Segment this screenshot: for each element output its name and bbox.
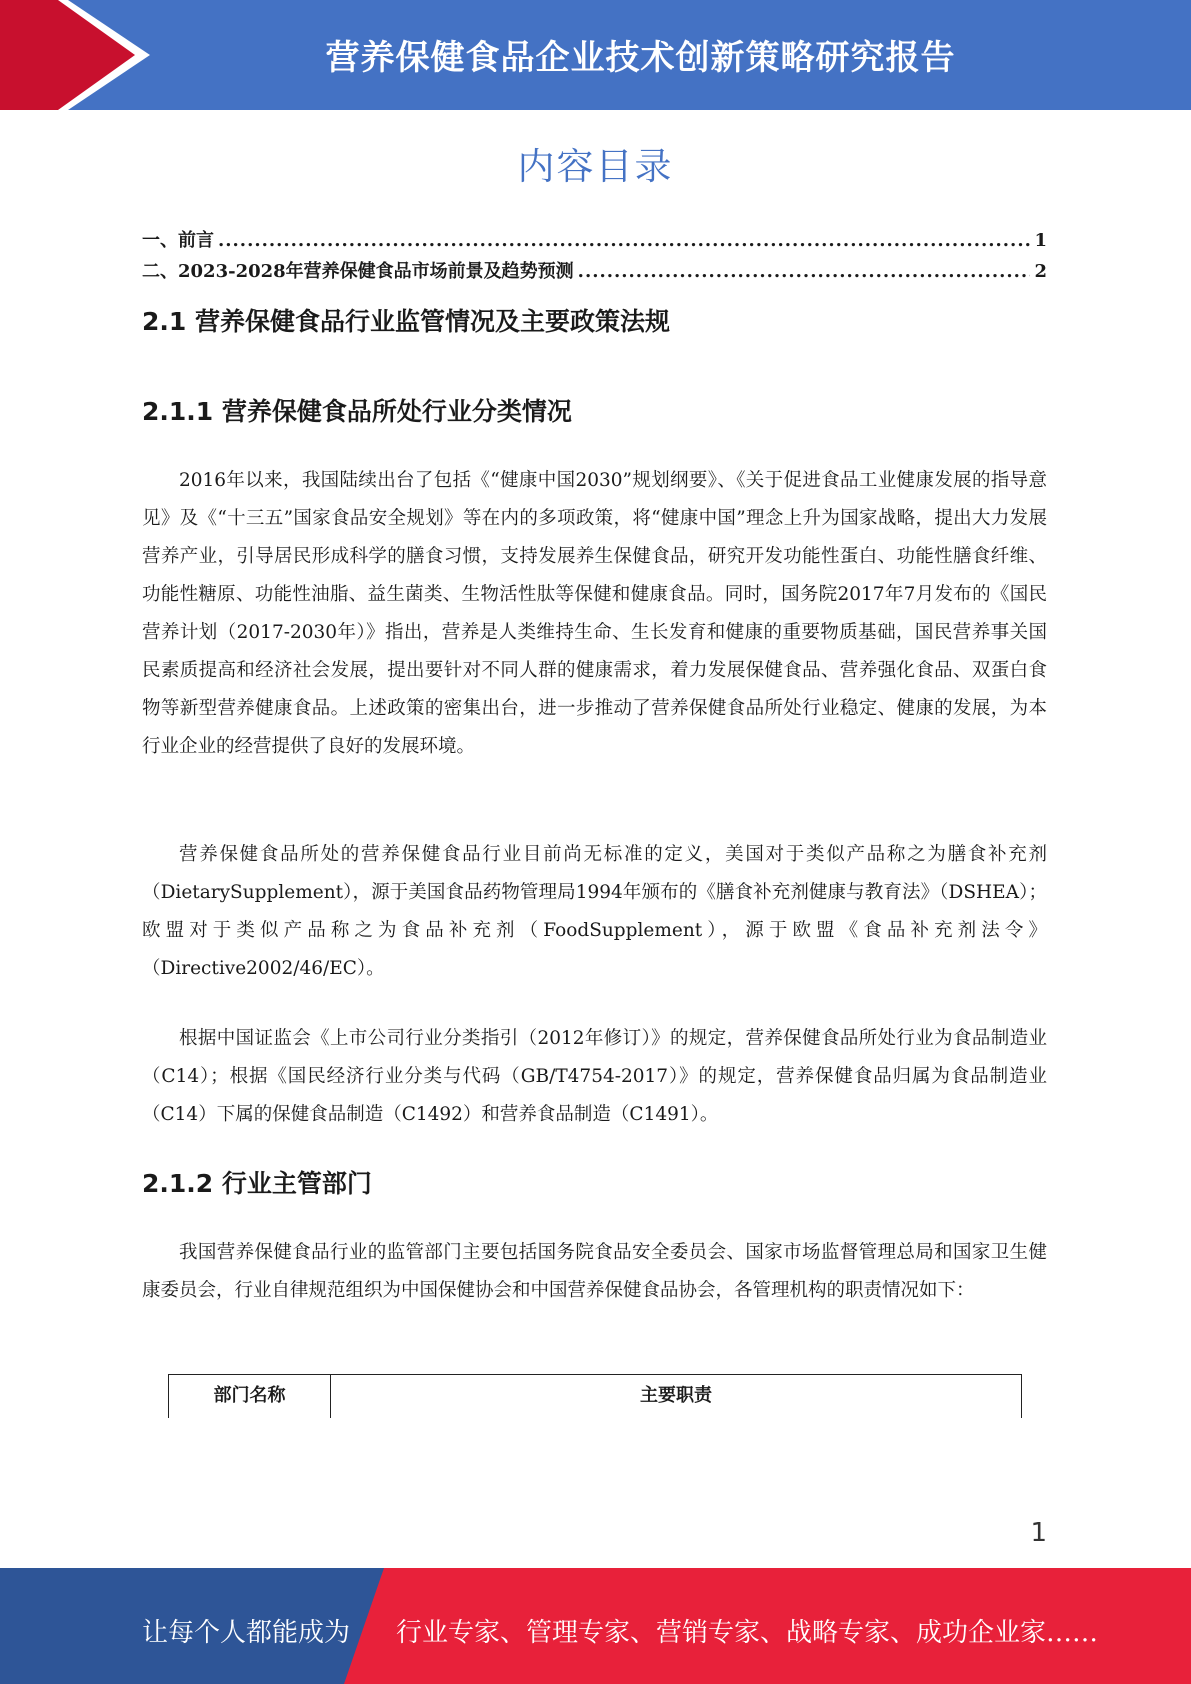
header-arrow-icon bbox=[0, 0, 160, 110]
paragraph-definition: 营养保健食品所处的营养保健食品行业目前尚无标准的定义，美国对于类似产品称之为膳食补充剂（DietarySupplement），源于美国食品药物管理局1994年颁布的《膳食补充剂健康与教育法》（DSHEA）；欧盟对于类似产品称之为食品补充剂（FoodSupplement），源于欧盟《食品补充剂法令》（Directive2002/46/EC）。 bbox=[142, 844, 1047, 979]
toc-entry-page: 1 bbox=[1034, 230, 1047, 251]
table-header-duties: 主要职责 bbox=[640, 1385, 712, 1406]
toc-leader-dots bbox=[218, 230, 1030, 251]
paragraph-classification: 根据中国证监会《上市公司行业分类指引（2012年修订）》的规定，营养保健食品所处行业为食品制造业（C14）；根据《国民经济行业分类与代码（GB/T4754-2017）》的规定，营养保健食品归属为食品制造业（C14）下属的保健食品制造（C1492）和营养食品制造（C1491）。 bbox=[142, 1028, 1047, 1125]
footer-slogan-right: 行业专家、管理专家、营销专家、战略专家、成功企业家…… bbox=[396, 1618, 1099, 1648]
section-heading-2-1-1: 2.1.1 营养保健食品所处行业分类情况 bbox=[142, 397, 572, 426]
toc-entry-page: 2 bbox=[1034, 261, 1047, 282]
toc-entry-label: 一、前言 bbox=[142, 230, 214, 251]
report-title: 营养保健食品企业技术创新策略研究报告 bbox=[325, 38, 956, 78]
report-header bbox=[0, 0, 1191, 110]
toc-entry-1[interactable] bbox=[142, 226, 1047, 252]
toc-entry-2[interactable] bbox=[142, 257, 1047, 283]
toc-entry-label: 二、2023-2028年营养保健食品市场前景及趋势预测 bbox=[142, 261, 574, 282]
section-heading-2-1: 2.1 营养保健食品行业监管情况及主要政策法规 bbox=[142, 307, 670, 336]
departments-table-header bbox=[168, 1374, 1022, 1418]
paragraph-regulators: 我国营养保健食品行业的监管部门主要包括国务院食品安全委员会、国家市场监督管理总局和国家卫生健康委员会，行业自律规范组织为中国保健协会和中国营养保健食品协会，各管理机构的职责情况如下： bbox=[142, 1242, 1047, 1301]
footer-slogan-left: 让每个人都能成为 bbox=[142, 1618, 351, 1648]
toc-title: 内容目录 bbox=[517, 145, 674, 188]
section-heading-2-1-2: 2.1.2 行业主管部门 bbox=[142, 1169, 372, 1198]
paragraph-policies: 2016年以来，我国陆续出台了包括《“健康中国2030”规划纲要》、《关于促进食品工业健康发展的指导意见》及《“十三五”国家食品安全规划》等在内的多项政策，将“健康中国”理念上升为国家战略，提出大力发展营养产业，引导居民形成科学的膳食习惯，支持发展养生保健食品，研究开发功能性蛋白、功能性膳食纤维、功能性糖原、功能性油脂、益生菌类、生物活性肽等保健和健康食品。同时，国务院2017年7月发布的《国民营养计划（2017-2030年）》指出，营养是人类维持生命、生长发育和健康的重要物质基础，国民营养事关国民素质提高和经济社会发展，提出要针对不同人群的健康需求，着力发展保健食品、营养强化食品、双蛋白食物等新型营养健康食品。上述政策的密集出台，进一步推动了营养保健食品所处行业稳定、健康的发展，为本行业企业的经营提供了良好的发展环境。 bbox=[142, 470, 1047, 757]
page-number: 1 bbox=[1030, 1518, 1047, 1548]
toc-leader-dots bbox=[578, 261, 1031, 282]
table-header-department: 部门名称 bbox=[169, 1375, 331, 1418]
